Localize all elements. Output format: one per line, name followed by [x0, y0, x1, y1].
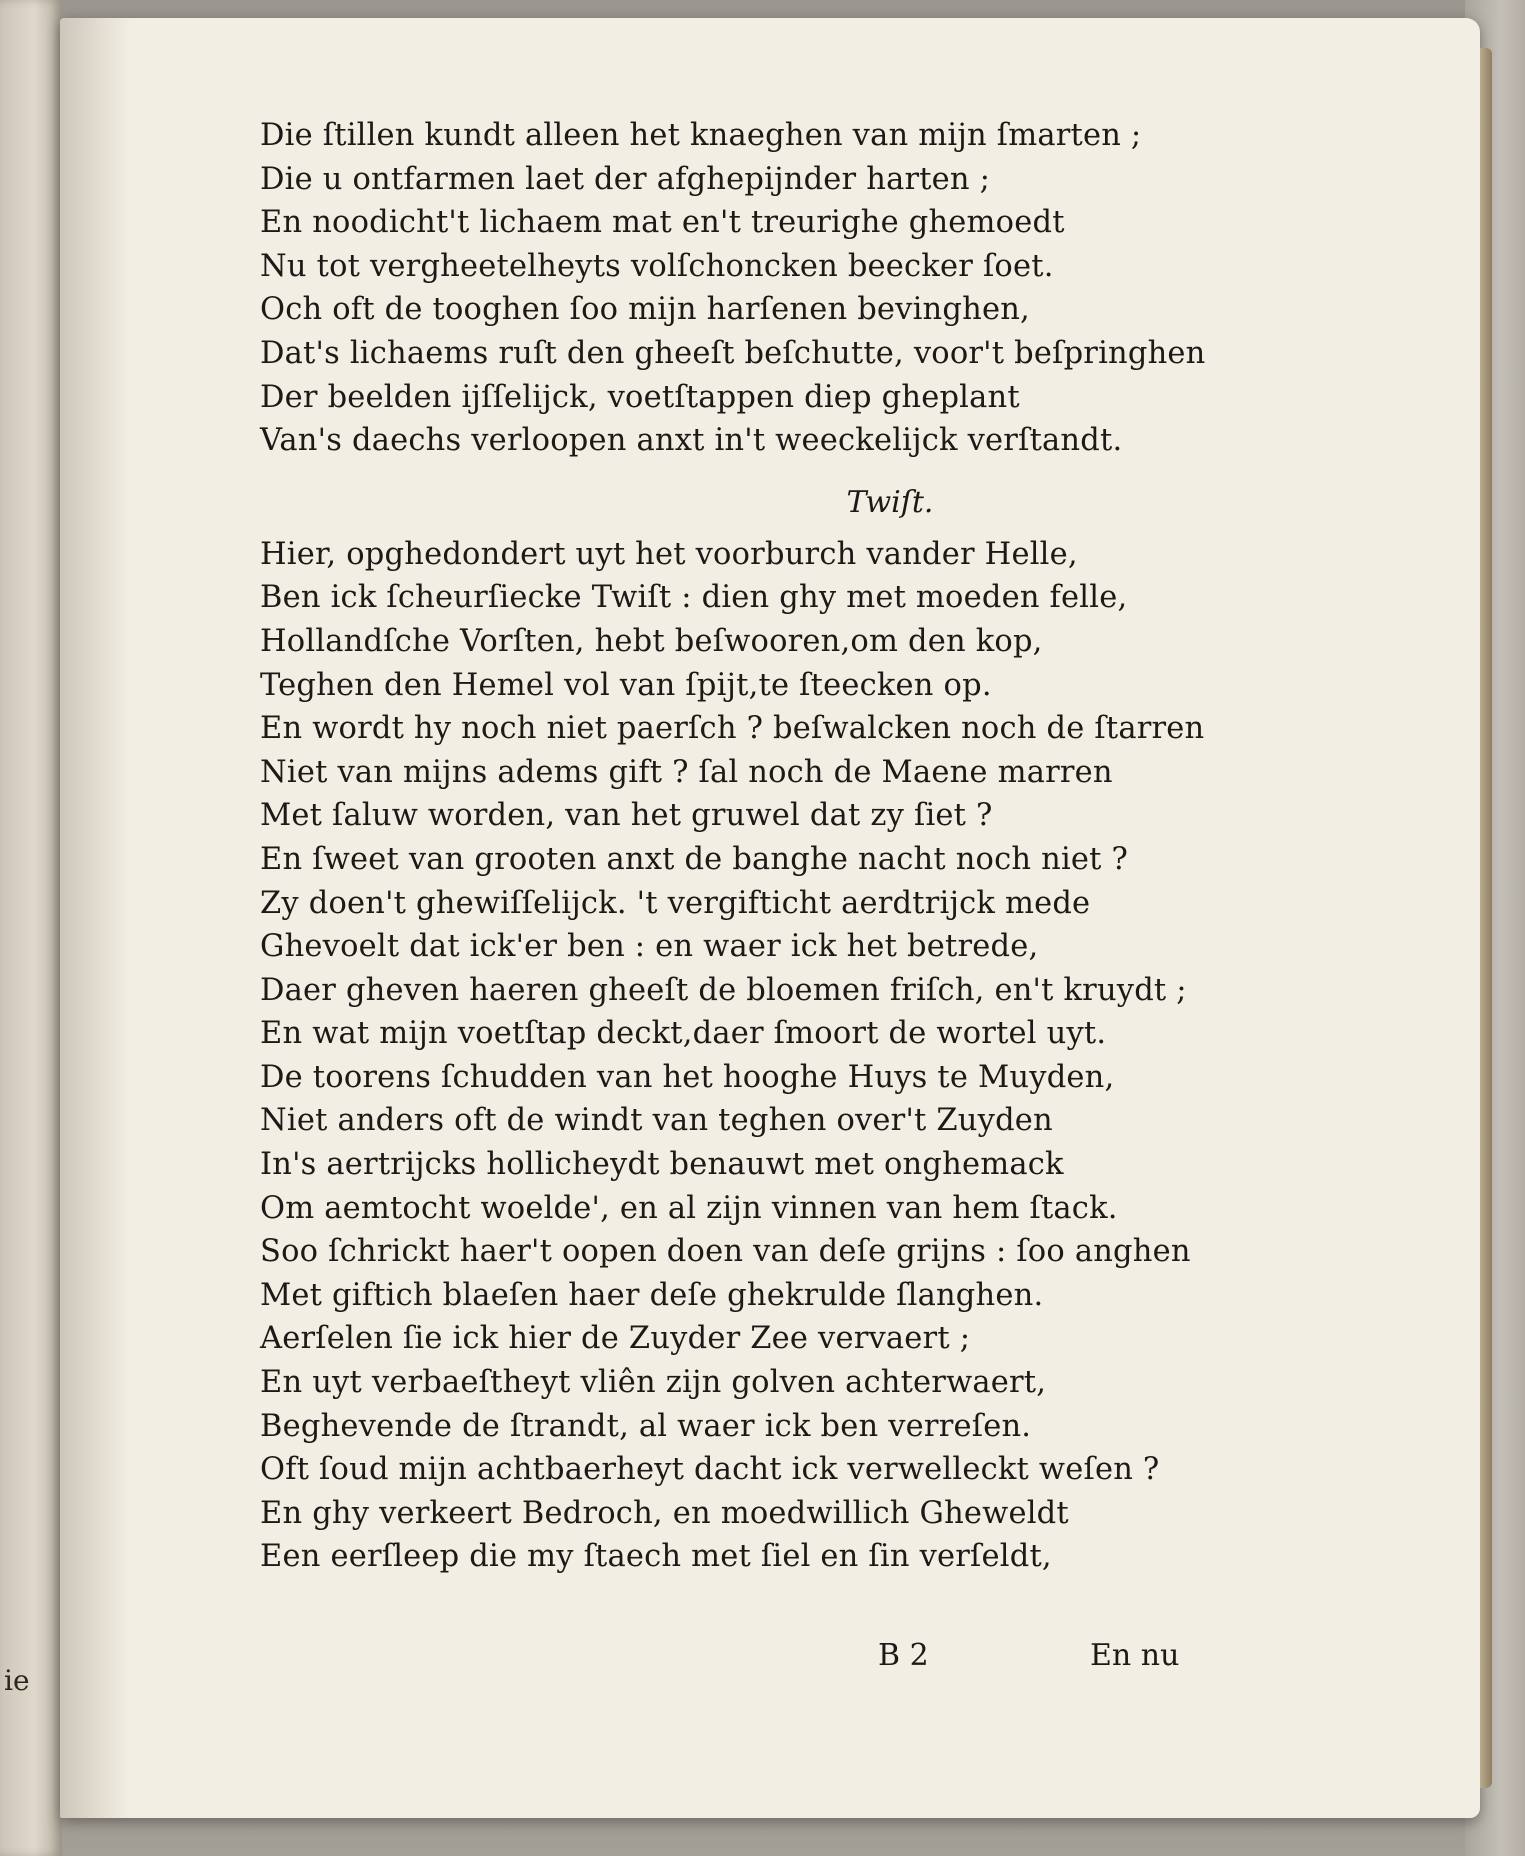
verse-line: En noodicht't lichaem mat en't treurighe ghemoedt [260, 205, 1065, 241]
verse-line: Beghevende de ſtrandt, al waer ick ben verreſen. [260, 1408, 1032, 1444]
verse-line: Teghen den Hemel vol van ſpijt,te ſteecken op. [260, 667, 992, 703]
verse-line: Niet anders oft de windt van teghen over't Zuyden [260, 1103, 1053, 1139]
verse-line: In's aertrijcks hollicheydt benauwt met onghemack [260, 1147, 1064, 1183]
verse-line: Soo ſchrickt haer't oopen doen van deſe grijns : ſoo anghen [260, 1234, 1191, 1270]
verse-line: Ben ick ſcheurſiecke Twiſt : dien ghy met moeden felle, [260, 580, 1128, 616]
verse-line: Die ſtillen kundt alleen het knaeghen van mijn ſmarten ; [260, 118, 1142, 153]
catchword: En nu [1090, 1638, 1180, 1673]
poem-text [260, 114, 1460, 1579]
verse-line: Om aemtocht woelde', en al zijn vinnen van hem ſtack. [260, 1190, 1118, 1226]
verse-line: Niet van mijns adems gift ? ſal noch de Maene marren [260, 754, 1113, 790]
verse-line: Daer gheven haeren gheeſt de bloemen friſch, en't kruydt ; [260, 972, 1187, 1008]
verse-line: En uyt verbaeſtheyt vliên zijn golven achterwaert, [260, 1365, 1047, 1401]
verse-line: En wat mijn voetſtap deckt,daer ſmoort de wortel uyt. [260, 1016, 1107, 1052]
left-page-edge [0, 0, 62, 1856]
verse-line: Nu tot vergheetelheyts volſchoncken beecker ſoet. [260, 248, 1054, 284]
verse-line: Een eerſleep die my ſtaech met ſiel en ſin verſeldt, [260, 1539, 1052, 1575]
verse-line: En wordt hy noch niet paerſch ? beſwalcken noch de ſtarren [260, 711, 1205, 747]
speaker-heading: Twiſt. [846, 484, 934, 520]
verse-line: En ghy verkeert Bedroch, en moedwillich Gheweldt [260, 1495, 1069, 1531]
book-page [60, 18, 1480, 1818]
verse-line: Met ſaluw worden, van het gruwel dat zy ſiet ? [260, 798, 993, 834]
verse-line: Och oft de tooghen ſoo mijn harſenen bevinghen, [260, 292, 1030, 328]
verse-line: Aerſelen ſie ick hier de Zuyder Zee vervaert ; [260, 1321, 971, 1357]
verse-line: En ſweet van grooten anxt de banghe nacht noch niet ? [260, 841, 1129, 877]
verse-line: Van's daechs verloopen anxt in't weeckelijck verſtandt. [260, 423, 1123, 459]
page-edge [1480, 48, 1492, 1788]
verse-line: Oft ſoud mijn achtbaerheyt dacht ick verwelleckt weſen ? [260, 1452, 1160, 1488]
verse-line: Zy doen't ghewiſſelijck. 't vergifticht aerdtrijck mede [260, 885, 1091, 921]
verse-line: Der beelden ijſſelijck, voetſtappen diep gheplant [260, 379, 1020, 415]
verse-line: Ghevoelt dat ick'er ben : en waer ick het betrede, [260, 929, 1039, 965]
verse-line: De toorens ſchudden van het hooghe Huys te Muyden, [260, 1059, 1115, 1095]
signature-mark: B 2 [878, 1638, 929, 1673]
verse-line: Hollandſche Vorſten, hebt beſwooren,om den kop, [260, 623, 1043, 659]
verse-line: Hier, opghedondert uyt het voorburch vander Helle, [260, 536, 1078, 572]
left-page-fragment: ie [4, 1664, 30, 1697]
verse-line: Met giftich blaeſen haer deſe ghekrulde ſlanghen. [260, 1277, 1044, 1313]
verse-line: Dat's lichaems ruſt den gheeſt beſchutte, voor't beſpringhen [260, 335, 1206, 371]
verse-line: Die u ontfarmen laet der afghepijnder harten ; [260, 161, 991, 197]
